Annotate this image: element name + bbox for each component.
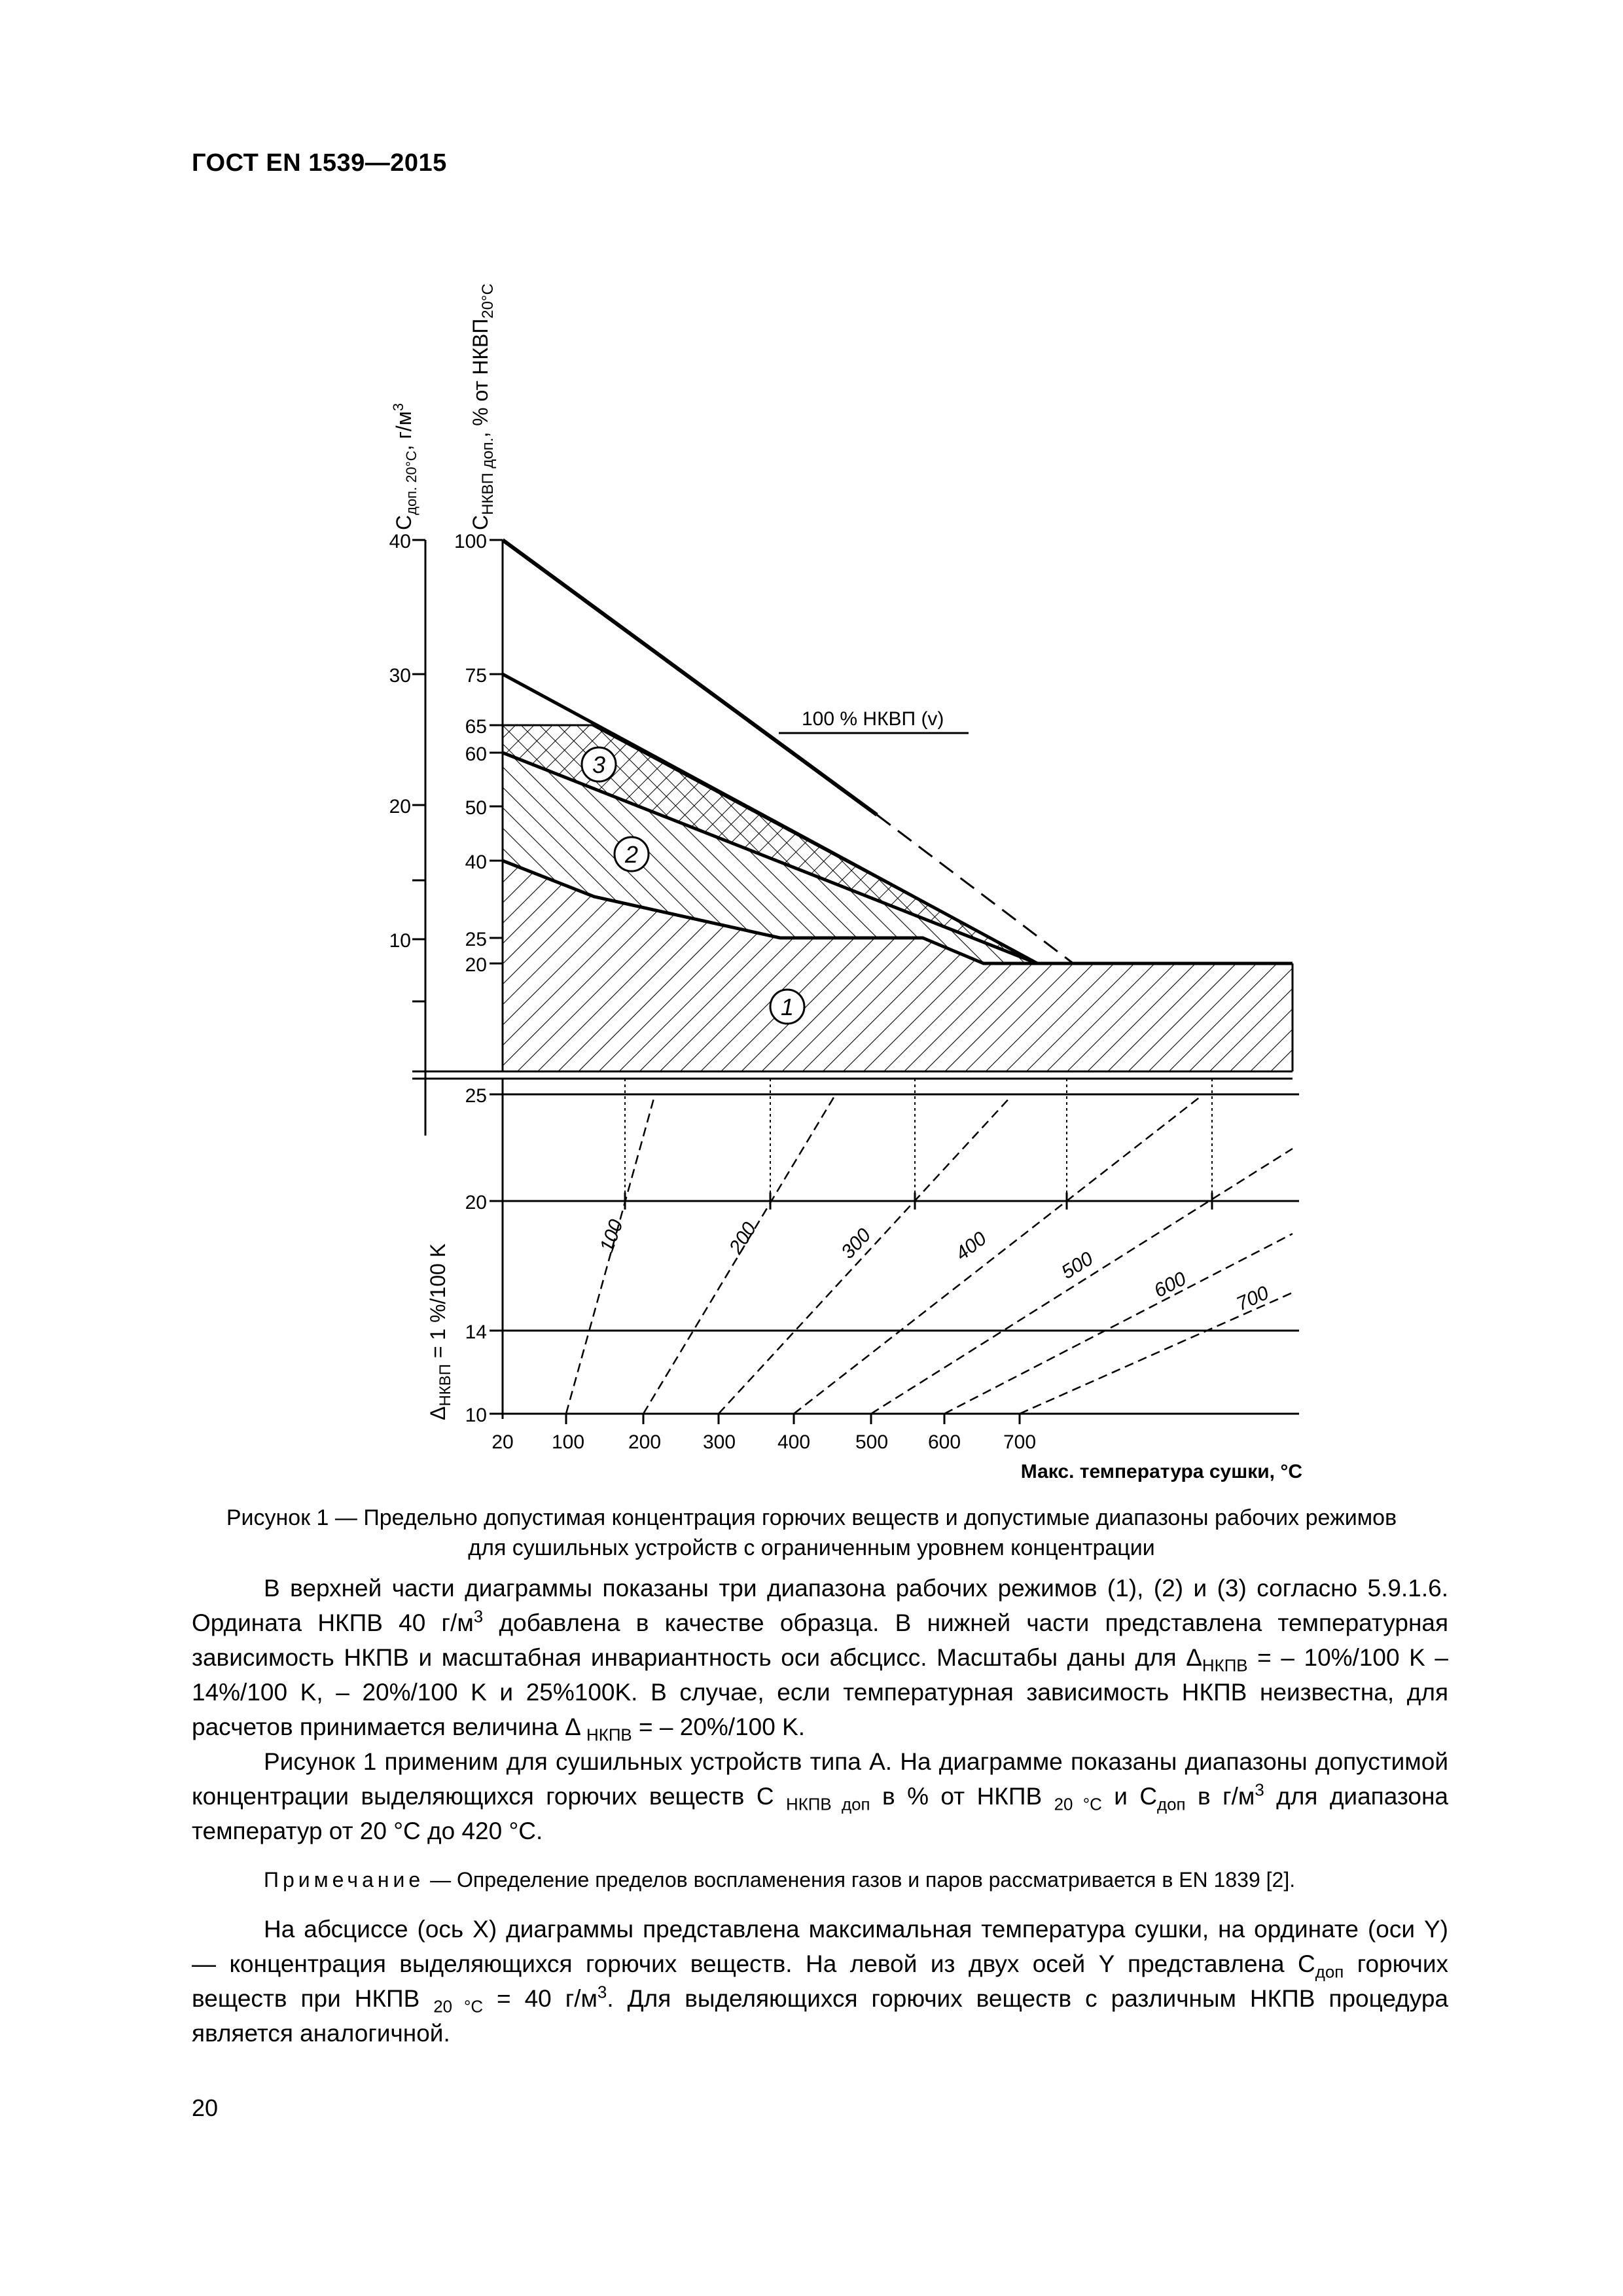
body-text <box>192 1571 1448 2051</box>
caption-line-2: для сушильных устройств с ограниченным уровнем концентрации <box>468 1535 1155 1560</box>
scale-label-300: 300 <box>836 1224 876 1263</box>
line-label-100-lel: 100 % НКВП (v) <box>802 708 944 730</box>
inner-tick-20: 20 <box>465 954 487 976</box>
caption-line-1: Рисунок 1 — Предельно допустимая концентрация горючих веществ и допустимые диапазоны рабочих режимов <box>226 1505 1397 1530</box>
outer-y-axis-title: $C_{доп. 20^\circ C}$, $г/м^3$ <box>390 403 419 530</box>
lower-y-axis-title: $\Delta_{НКВП} = 1$ %/100 K <box>426 1243 454 1420</box>
outer-tick-40: 40 <box>389 531 411 552</box>
note-paragraph: Примечание — Определение пределов воспламенения газов и паров рассматривается в EN 1839 [2]. <box>264 1868 1296 1892</box>
x-tick-700: 700 <box>1003 1431 1037 1453</box>
paragraph-3: На абсциссе (ось X) диаграммы представлена максимальная температура сушки, на ординате (оси Y) — концентрация выделяющихся горючих веществ. На левой из двух осей Y представлена $C_{доп}$ горючих веществ при НКПВ $_{20 ^\circ C}$ = 40 $г/м^3$. Для выделяющихся горючих веществ с различным НКПВ процедура является аналогичной. <box>192 1916 1448 2047</box>
scale-label-100: 100 <box>596 1217 628 1255</box>
outer-tick-30: 30 <box>389 665 411 687</box>
inner-tick-60: 60 <box>465 744 487 765</box>
scale-label-500: 500 <box>1058 1247 1097 1283</box>
x-tick-200: 200 <box>628 1431 662 1453</box>
figure-caption <box>196 1503 1427 1563</box>
inner-y-axis-title: $C_{НКВП доп.}$, % от $НКВП_{20^\circ C}$ <box>469 283 497 530</box>
scale-label-700: 700 <box>1233 1282 1272 1316</box>
scale-label-200: 200 <box>724 1218 761 1258</box>
outer-tick-10: 10 <box>389 930 411 952</box>
outer-tick-20: 20 <box>389 796 411 817</box>
x-tick-400: 400 <box>777 1431 811 1453</box>
x-tick-600: 600 <box>927 1431 961 1453</box>
inner-tick-75: 75 <box>465 665 487 687</box>
region-3-label: 3 <box>592 751 606 778</box>
lower-diagram-ticks <box>566 1193 1212 1424</box>
page-number: 20 <box>192 2094 219 2121</box>
scale-line-600 <box>944 1234 1293 1414</box>
paragraph-1: В верхней части диаграммы показаны три диапазона рабочих режимов (1), (2) и (3) согласно 5.9.1.6. Ордината НКПВ 40 $г/м^3$ добавлена в качестве образца. В нижней части представлена температурная зависимость НКПВ и масштабная инвариантность оси абсцисс. Масштабы даны для $\Delta_{НКПВ}$ = – 10%/100 K – 14%/100 K, – 20%/100 K и 25%100K. В случае, если температурная зависимость НКПВ неизвестна, для расчетов принимается величина Δ $_{НКПВ}$ = – 20%/100 K. <box>192 1575 1448 1745</box>
inner-tick-50: 50 <box>465 797 487 819</box>
x-axis-title: Макс. температура сушки, °C <box>1020 1461 1302 1482</box>
x-tick-500: 500 <box>855 1431 889 1453</box>
region-1-label: 1 <box>780 994 794 1020</box>
x-tick-300: 300 <box>702 1431 736 1453</box>
paragraph-2: Рисунок 1 применим для сушильных устройств типа А. На диаграмме показаны диапазоны допустимой концентрации выделяющихся горючих веществ C $_{НКПВ доп}$ в % от НКПВ $_{20 ^\circ C}$ и $C_{доп}$ в $г/м^3$ для диапазона температур от 20 °C до 420 °C. <box>192 1748 1448 1844</box>
lower-y-tick-14: 14 <box>465 1321 487 1343</box>
lower-y-tick-10: 10 <box>465 1405 487 1426</box>
inner-tick-65: 65 <box>465 716 487 738</box>
inner-tick-25: 25 <box>465 929 487 950</box>
region-2-label: 2 <box>624 841 639 868</box>
inner-tick-40: 40 <box>465 852 487 873</box>
scale-line-100 <box>566 1096 654 1414</box>
scale-label-400: 400 <box>951 1227 991 1265</box>
scale-lines <box>566 1096 1293 1414</box>
scale-label-600: 600 <box>1150 1268 1190 1302</box>
lower-y-tick-20: 20 <box>465 1192 487 1213</box>
lower-diagram-guides <box>625 1079 1212 1201</box>
x-tick-20: 20 <box>491 1431 514 1453</box>
document-header: ГОСТ EN 1539—2015 <box>192 149 447 177</box>
x-tick-100: 100 <box>551 1431 585 1453</box>
lower-y-tick-25: 25 <box>465 1085 487 1107</box>
inner-tick-100: 100 <box>454 531 487 552</box>
inner-y-ticks <box>490 540 503 963</box>
